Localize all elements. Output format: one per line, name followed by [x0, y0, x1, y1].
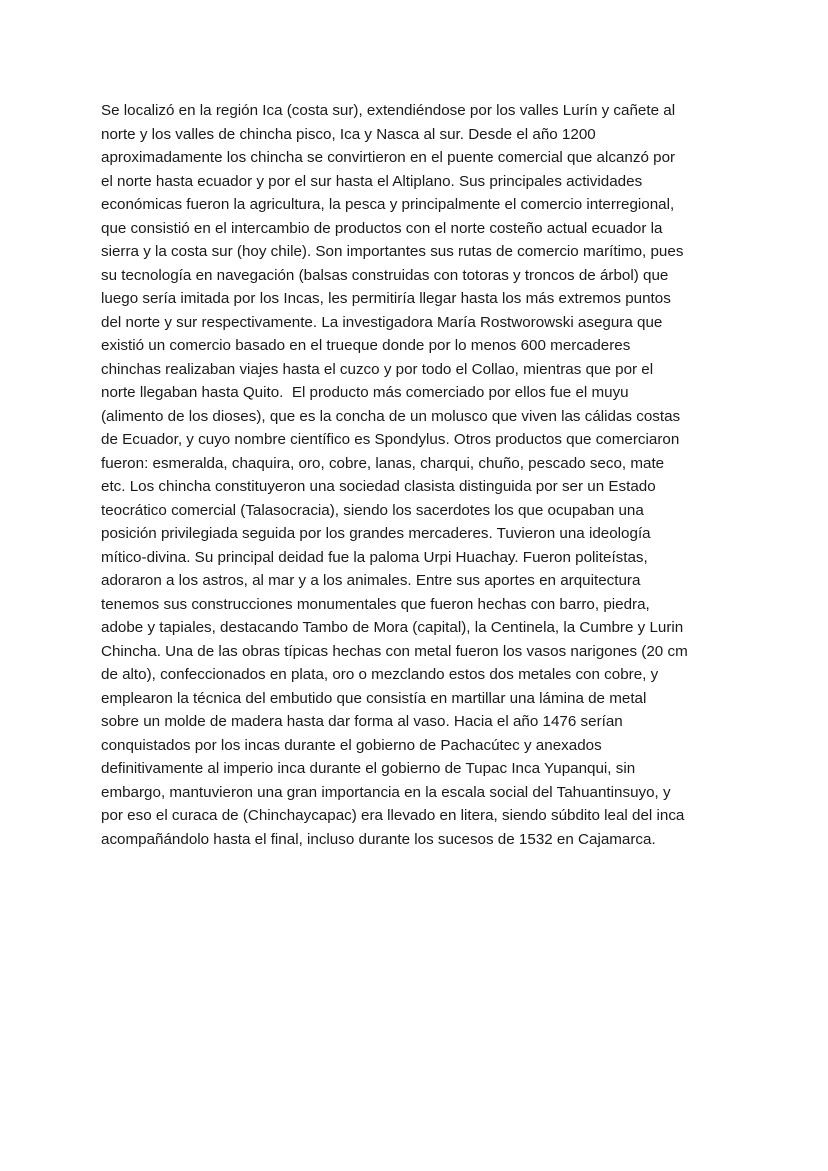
text-line: mítico-divina. Su principal deidad fue la paloma Urpi Huachay. Fueron politeístas,	[101, 548, 648, 566]
text-line: etc. Los chincha constituyeron una sociedad clasista distinguida por ser un Estado	[101, 478, 656, 495]
text-line: emplearon la técnica del embutido que consistía en martillar una lámina de metal	[101, 689, 647, 707]
text-line: del norte y sur respectivamente. La investigadora María Rostworowski asegura que	[101, 313, 663, 331]
text-line: Se localizó en la región Ica (costa sur), extendiéndose por los valles Lurín y cañete al	[101, 102, 676, 119]
text-line: chinchas realizaban viajes hasta el cuzco y por todo el Collao, mientras que por el	[101, 360, 654, 378]
text-line: embargo, mantuvieron una gran importancia en la escala social del Tahuantinsuyo, y	[101, 783, 671, 801]
text-line: sobre un molde de madera hasta dar forma al vaso. Hacia el año 1476 serían	[101, 713, 623, 730]
text-line: aproximadamente los chincha se convirtieron en el puente comercial que alcanzó por	[101, 149, 676, 166]
text-line: teocrático comercial (Talasocracia), siendo los sacerdotes los que ocupaban una	[101, 501, 644, 519]
text-line: norte llegaban hasta Quito. El producto más comerciado por ellos fue el muyu	[101, 384, 629, 401]
text-line: posición privilegiada seguida por los grandes mercaderes. Tuvieron una ideología	[101, 525, 651, 542]
text-line: definitivamente al imperio inca durante el gobierno de Tupac Inca Yupanqui, sin	[101, 760, 636, 777]
text-line: acompañándolo hasta el final, incluso durante los sucesos de 1532 en Cajamarca.	[101, 830, 656, 848]
text-line: sierra y la costa sur (hoy chile). Son importantes sus rutas de comercio marítimo, pues	[101, 243, 684, 260]
text-line: adoraron a los astros, al mar y a los animales. Entre sus aportes en arquitectura	[101, 572, 641, 589]
text-line: su tecnología en navegación (balsas construidas con totoras y troncos de árbol) que	[101, 266, 669, 284]
text-line: el norte hasta ecuador y por el sur hasta el Altiplano. Sus principales actividades	[101, 172, 643, 190]
text-line: conquistados por los incas durante el gobierno de Pachacútec y anexados	[101, 736, 602, 754]
text-line: Chincha. Una de las obras típicas hechas con metal fueron los vasos narigones (20 cm	[101, 642, 688, 660]
text-line: luego sería imitada por los Incas, les permitiría llegar hasta los más extremos puntos	[101, 290, 671, 307]
text-line: norte y los valles de chincha pisco, Ica y Nasca al sur. Desde el año 1200	[101, 125, 596, 143]
text-line: de Ecuador, y cuyo nombre científico es Spondylus. Otros productos que comerciaron	[101, 431, 680, 448]
text-line: tenemos sus construcciones monumentales que fueron hechas con barro, piedra,	[101, 595, 650, 613]
text-line: fueron: esmeralda, chaquira, oro, cobre, lanas, charqui, chuño, pescado seco, mate	[101, 454, 665, 472]
text-line: que consistió en el intercambio de productos con el norte costeño actual ecuador la	[101, 219, 663, 237]
body-paragraph	[101, 99, 741, 851]
text-line: por eso el curaca de (Chinchaycapac) era llevado en litera, siendo súbdito leal del inca	[101, 807, 685, 824]
text-line: existió un comercio basado en el trueque donde por lo menos 600 mercaderes	[101, 337, 631, 354]
text-line: económicas fueron la agricultura, la pesca y principalmente el comercio interregional,	[101, 196, 675, 213]
text-line: (alimento de los dioses), que es la concha de un molusco que viven las cálidas costas	[101, 407, 681, 425]
text-line: de alto), confeccionados en plata, oro o mezclando estos dos metales con cobre, y	[101, 666, 659, 683]
text-line: adobe y tapiales, destacando Tambo de Mora (capital), la Centinela, la Cumbre y Lurin	[101, 619, 684, 636]
